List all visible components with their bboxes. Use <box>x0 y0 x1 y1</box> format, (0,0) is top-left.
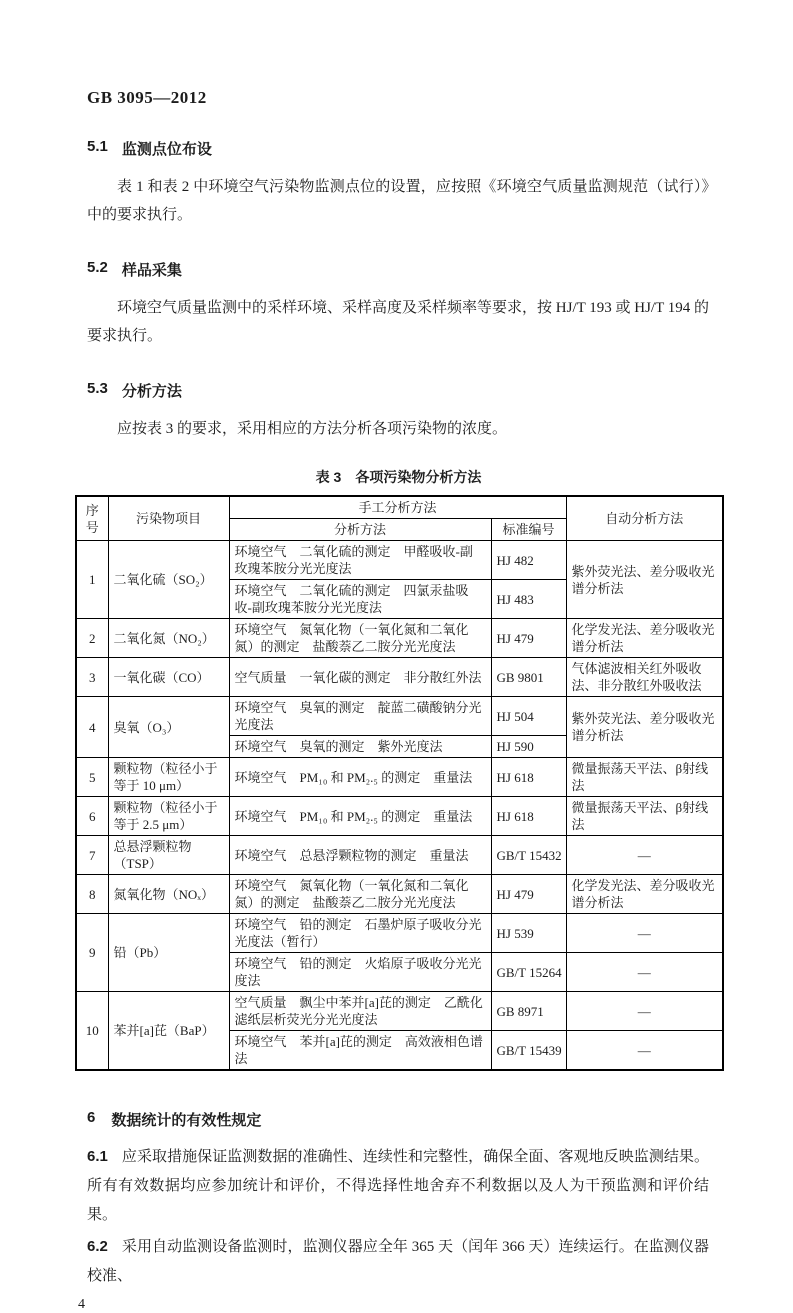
cell-no: 9 <box>76 914 108 992</box>
cell-code: HJ 482 <box>491 541 566 580</box>
col-header-auto: 自动分析方法 <box>566 496 723 541</box>
cell-method: 环境空气 二氧化硫的测定 甲醛吸收-副玫瑰苯胺分光光度法 <box>229 541 491 580</box>
section-number: 6 <box>87 1109 96 1126</box>
cell-no: 5 <box>76 758 108 797</box>
cell-code: HJ 479 <box>491 875 566 914</box>
section-heading-6 <box>87 1109 709 1130</box>
section-5-2-paragraph: 环境空气质量监测中的采样环境、采样高度及采样频率等要求，按 HJ/T 193 或 HJ/T 194 的要求执行。 <box>87 300 709 344</box>
cell-pollutant: 一氧化碳（CO） <box>108 658 229 697</box>
cell-pollutant: 颗粒物（粒径小于等于 2.5 μm） <box>108 797 229 836</box>
table-row <box>76 619 723 658</box>
cell-no: 6 <box>76 797 108 836</box>
table-row <box>76 658 723 697</box>
table-row <box>76 875 723 914</box>
cell-code: HJ 618 <box>491 797 566 836</box>
cell-auto-method: — <box>566 914 723 953</box>
cell-auto-method: 化学发光法、差分吸收光谱分析法 <box>566 619 723 658</box>
section-5-3-paragraph: 应按表 3 的要求，采用相应的方法分析各项污染物的浓度。 <box>117 421 508 437</box>
cell-auto-method: — <box>566 953 723 992</box>
section-heading-5-1 <box>87 138 709 159</box>
cell-method: 环境空气 臭氧的测定 靛蓝二磺酸钠分光光度法 <box>229 697 491 736</box>
cell-code: HJ 504 <box>491 697 566 736</box>
cell-code: HJ 590 <box>491 736 566 758</box>
section-number: 5.3 <box>87 380 108 397</box>
cell-code: HJ 539 <box>491 914 566 953</box>
cell-pollutant: 铅（Pb） <box>108 914 229 992</box>
col-header-pollutant: 污染物项目 <box>108 496 229 541</box>
cell-pollutant: 总悬浮颗粒物（TSP） <box>108 836 229 875</box>
cell-method: 环境空气 总悬浮颗粒物的测定 重量法 <box>229 836 491 875</box>
cell-auto-method: 紫外荧光法、差分吸收光谱分析法 <box>566 541 723 619</box>
clause-number: 6.2 <box>87 1238 108 1255</box>
cell-no: 1 <box>76 541 108 619</box>
cell-auto-method: 化学发光法、差分吸收光谱分析法 <box>566 875 723 914</box>
table-row <box>76 992 723 1031</box>
table-header-row-1 <box>76 496 723 519</box>
cell-method: 环境空气 苯并[a]芘的测定 高效液相色谱法 <box>229 1031 491 1071</box>
table-row <box>76 836 723 875</box>
col-header-code: 标准编号 <box>491 519 566 541</box>
standard-number-header: GB 3095—2012 <box>87 88 207 107</box>
cell-auto-method: — <box>566 1031 723 1071</box>
cell-method: 环境空气 氮氧化物（一氧化氮和二氧化氮）的测定 盐酸萘乙二胺分光光度法 <box>229 619 491 658</box>
section-number: 5.2 <box>87 259 108 276</box>
cell-pollutant: 苯并[a]芘（BaP） <box>108 992 229 1071</box>
cell-auto-method: 微量振荡天平法、β射线法 <box>566 797 723 836</box>
cell-no: 7 <box>76 836 108 875</box>
cell-method: 环境空气 二氧化硫的测定 四氯汞盐吸收-副玫瑰苯胺分光光度法 <box>229 580 491 619</box>
clause-6-1 <box>87 1142 709 1230</box>
table-row <box>76 914 723 953</box>
clause-text: 采用自动监测设备监测时，监测仪器应全年 365 天（闰年 366 天）连续运行。在监测仪器校准、 <box>87 1239 709 1284</box>
section-heading-5-3 <box>87 380 709 401</box>
cell-no: 4 <box>76 697 108 758</box>
cell-pollutant: 颗粒物（粒径小于等于 10 μm） <box>108 758 229 797</box>
table-row <box>76 697 723 736</box>
cell-auto-method: 微量振荡天平法、β射线法 <box>566 758 723 797</box>
table-row <box>76 797 723 836</box>
section-number: 5.1 <box>87 138 108 155</box>
cell-code: GB 9801 <box>491 658 566 697</box>
cell-code: GB/T 15439 <box>491 1031 566 1071</box>
cell-code: HJ 479 <box>491 619 566 658</box>
cell-pollutant: 氮氧化物（NOₓ） <box>108 875 229 914</box>
section-title: 分析方法 <box>121 383 182 400</box>
cell-method: 环境空气 PM₁₀ 和 PM₂.₅ 的测定 重量法 <box>229 797 491 836</box>
cell-no: 8 <box>76 875 108 914</box>
col-header-manual-group: 手工分析方法 <box>229 496 566 519</box>
cell-auto-method: 紫外荧光法、差分吸收光谱分析法 <box>566 697 723 758</box>
section-title: 数据统计的有效性规定 <box>111 1112 262 1129</box>
table-caption: 表 3 各项污染物分析方法 <box>315 469 482 485</box>
section-heading-5-2 <box>87 259 709 280</box>
cell-method: 空气质量 一氧化碳的测定 非分散红外法 <box>229 658 491 697</box>
col-header-method: 分析方法 <box>229 519 491 541</box>
section-5-1-paragraph: 表 1 和表 2 中环境空气污染物监测点位的设置，应按照《环境空气质量监测规范（试行）》中的要求执行。 <box>87 179 709 223</box>
cell-auto-method: — <box>566 992 723 1031</box>
table-3-block <box>75 467 722 1071</box>
table-row <box>76 758 723 797</box>
cell-pollutant: 二氧化氮（NO₂） <box>108 619 229 658</box>
cell-no: 10 <box>76 992 108 1071</box>
clause-number: 6.1 <box>87 1148 108 1165</box>
cell-code: GB/T 15432 <box>491 836 566 875</box>
cell-code: GB 8971 <box>491 992 566 1031</box>
section-title: 样品采集 <box>121 262 182 279</box>
col-header-no: 序号 <box>76 496 108 541</box>
cell-no: 3 <box>76 658 108 697</box>
cell-auto-method: — <box>566 836 723 875</box>
cell-code: HJ 618 <box>491 758 566 797</box>
cell-method: 环境空气 铅的测定 石墨炉原子吸收分光光度法（暂行） <box>229 914 491 953</box>
section-title: 监测点位布设 <box>121 141 212 158</box>
cell-method: 环境空气 臭氧的测定 紫外光度法 <box>229 736 491 758</box>
cell-code: HJ 483 <box>491 580 566 619</box>
clause-text: 应采取措施保证监测数据的准确性、连续性和完整性，确保全面、客观地反映监测结果。所有有效数据均应参加统计和评价，不得选择性地舍弃不利数据以及人为干预监测和评价结果。 <box>87 1149 709 1223</box>
cell-method: 空气质量 飘尘中苯并[a]芘的测定 乙酰化滤纸层析荧光分光光度法 <box>229 992 491 1031</box>
cell-pollutant: 二氧化硫（SO₂） <box>108 541 229 619</box>
pollutant-analysis-table <box>75 495 724 1071</box>
cell-method: 环境空气 铅的测定 火焰原子吸收分光光度法 <box>229 953 491 992</box>
cell-method: 环境空气 PM₁₀ 和 PM₂.₅ 的测定 重量法 <box>229 758 491 797</box>
cell-method: 环境空气 氮氧化物（一氧化氮和二氧化氮）的测定 盐酸萘乙二胺分光光度法 <box>229 875 491 914</box>
cell-no: 2 <box>76 619 108 658</box>
cell-auto-method: 气体滤波相关红外吸收法、非分散红外吸收法 <box>566 658 723 697</box>
page-number: 4 <box>78 1297 85 1312</box>
cell-code: GB/T 15264 <box>491 953 566 992</box>
clause-6-2 <box>87 1232 709 1291</box>
cell-pollutant: 臭氧（O₃） <box>108 697 229 758</box>
table-row <box>76 541 723 580</box>
